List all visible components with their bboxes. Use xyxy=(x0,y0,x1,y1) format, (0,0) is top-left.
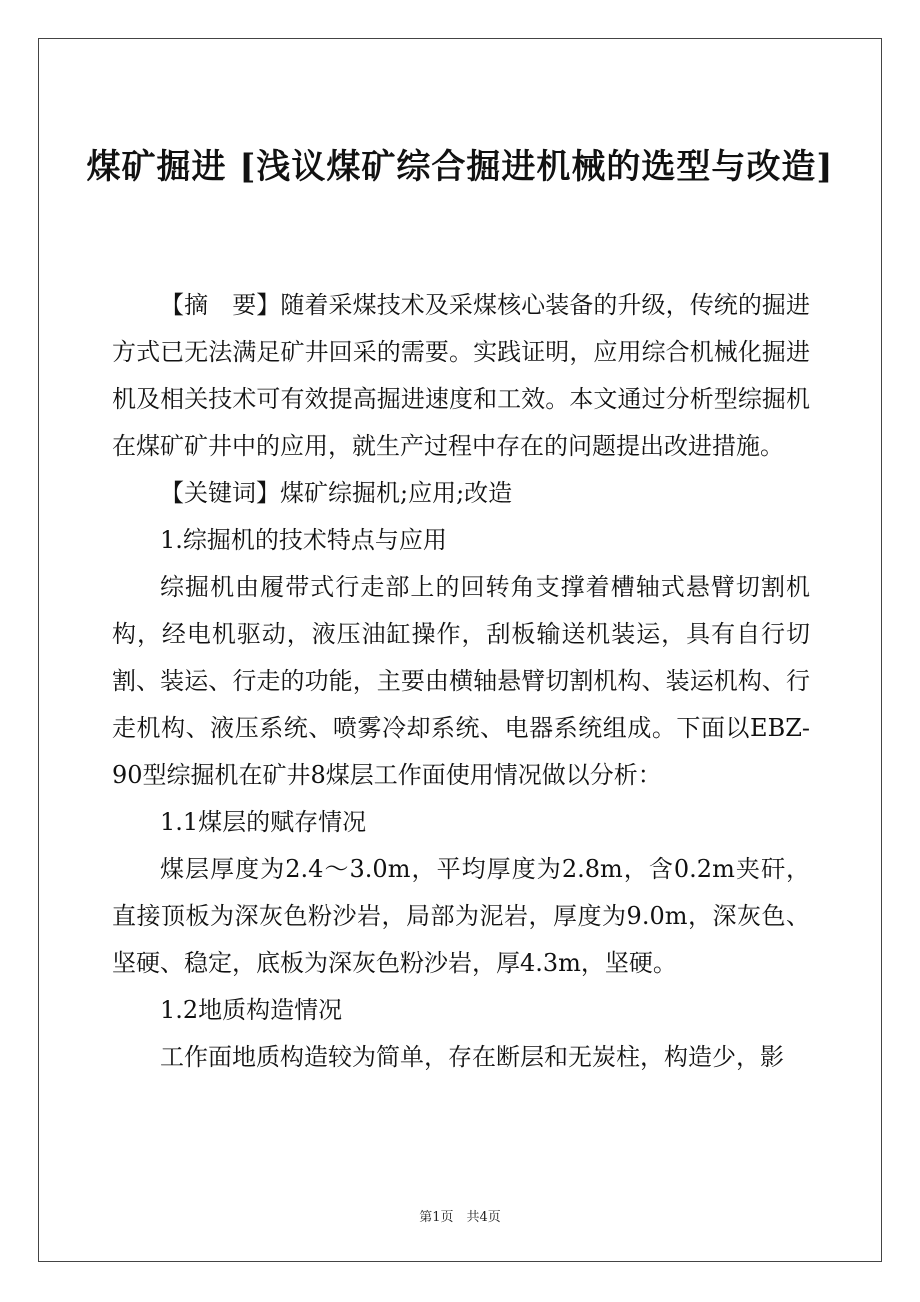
section-heading-1-1: 1.1煤层的赋存情况 xyxy=(160,808,367,836)
body-paragraph: 煤层厚度为2.4～3.0m，平均厚度为2.8m，含0.2m夹矸，直接顶板为深灰色粉沙岩，局部为泥岩，厚度为9.0m，深灰色、坚硬、稳定，底板为深灰色粉沙岩，厚4.3m，坚硬。 xyxy=(112,855,810,977)
abstract-paragraph: 【摘 要】随着采煤技术及采煤核心装备的升级，传统的掘进方式已无法满足矿井回采的需要。实践证明，应用综合机械化掘进机及相关技术可有效提高掘进速度和工效。本文通过分析型综掘机在煤矿矿井中的应用，就生产过程中存在的问题提出改进措施。 xyxy=(112,291,810,460)
section-heading-1: 1.综掘机的技术特点与应用 xyxy=(160,526,447,554)
keywords-paragraph: 【关键词】煤矿综掘机;应用;改造 xyxy=(160,479,513,507)
page-number-footer: 第1页 共4页 xyxy=(419,1210,501,1225)
body-paragraph: 工作面地质构造较为简单，存在断层和无炭柱，构造少，影 xyxy=(160,1043,784,1071)
document-body xyxy=(112,282,810,1081)
document-title: 煤矿掘进 [浅议煤矿综合掘进机械的选型与改造] xyxy=(86,147,834,187)
section-heading-1-2: 1.2地质构造情况 xyxy=(160,996,343,1024)
body-paragraph: 综掘机由履带式行走部上的回转角支撑着槽轴式悬臂切割机构，经电机驱动，液压油缸操作，刮板输送机装运，具有自行切割、装运、行走的功能，主要由横轴悬臂切割机构、装运机构、行走机构、液压系统、喷雾冷却系统、电器系统组成。下面以EBZ-90型综掘机在矿井8煤层工作面使用情况做以分析： xyxy=(112,573,810,789)
